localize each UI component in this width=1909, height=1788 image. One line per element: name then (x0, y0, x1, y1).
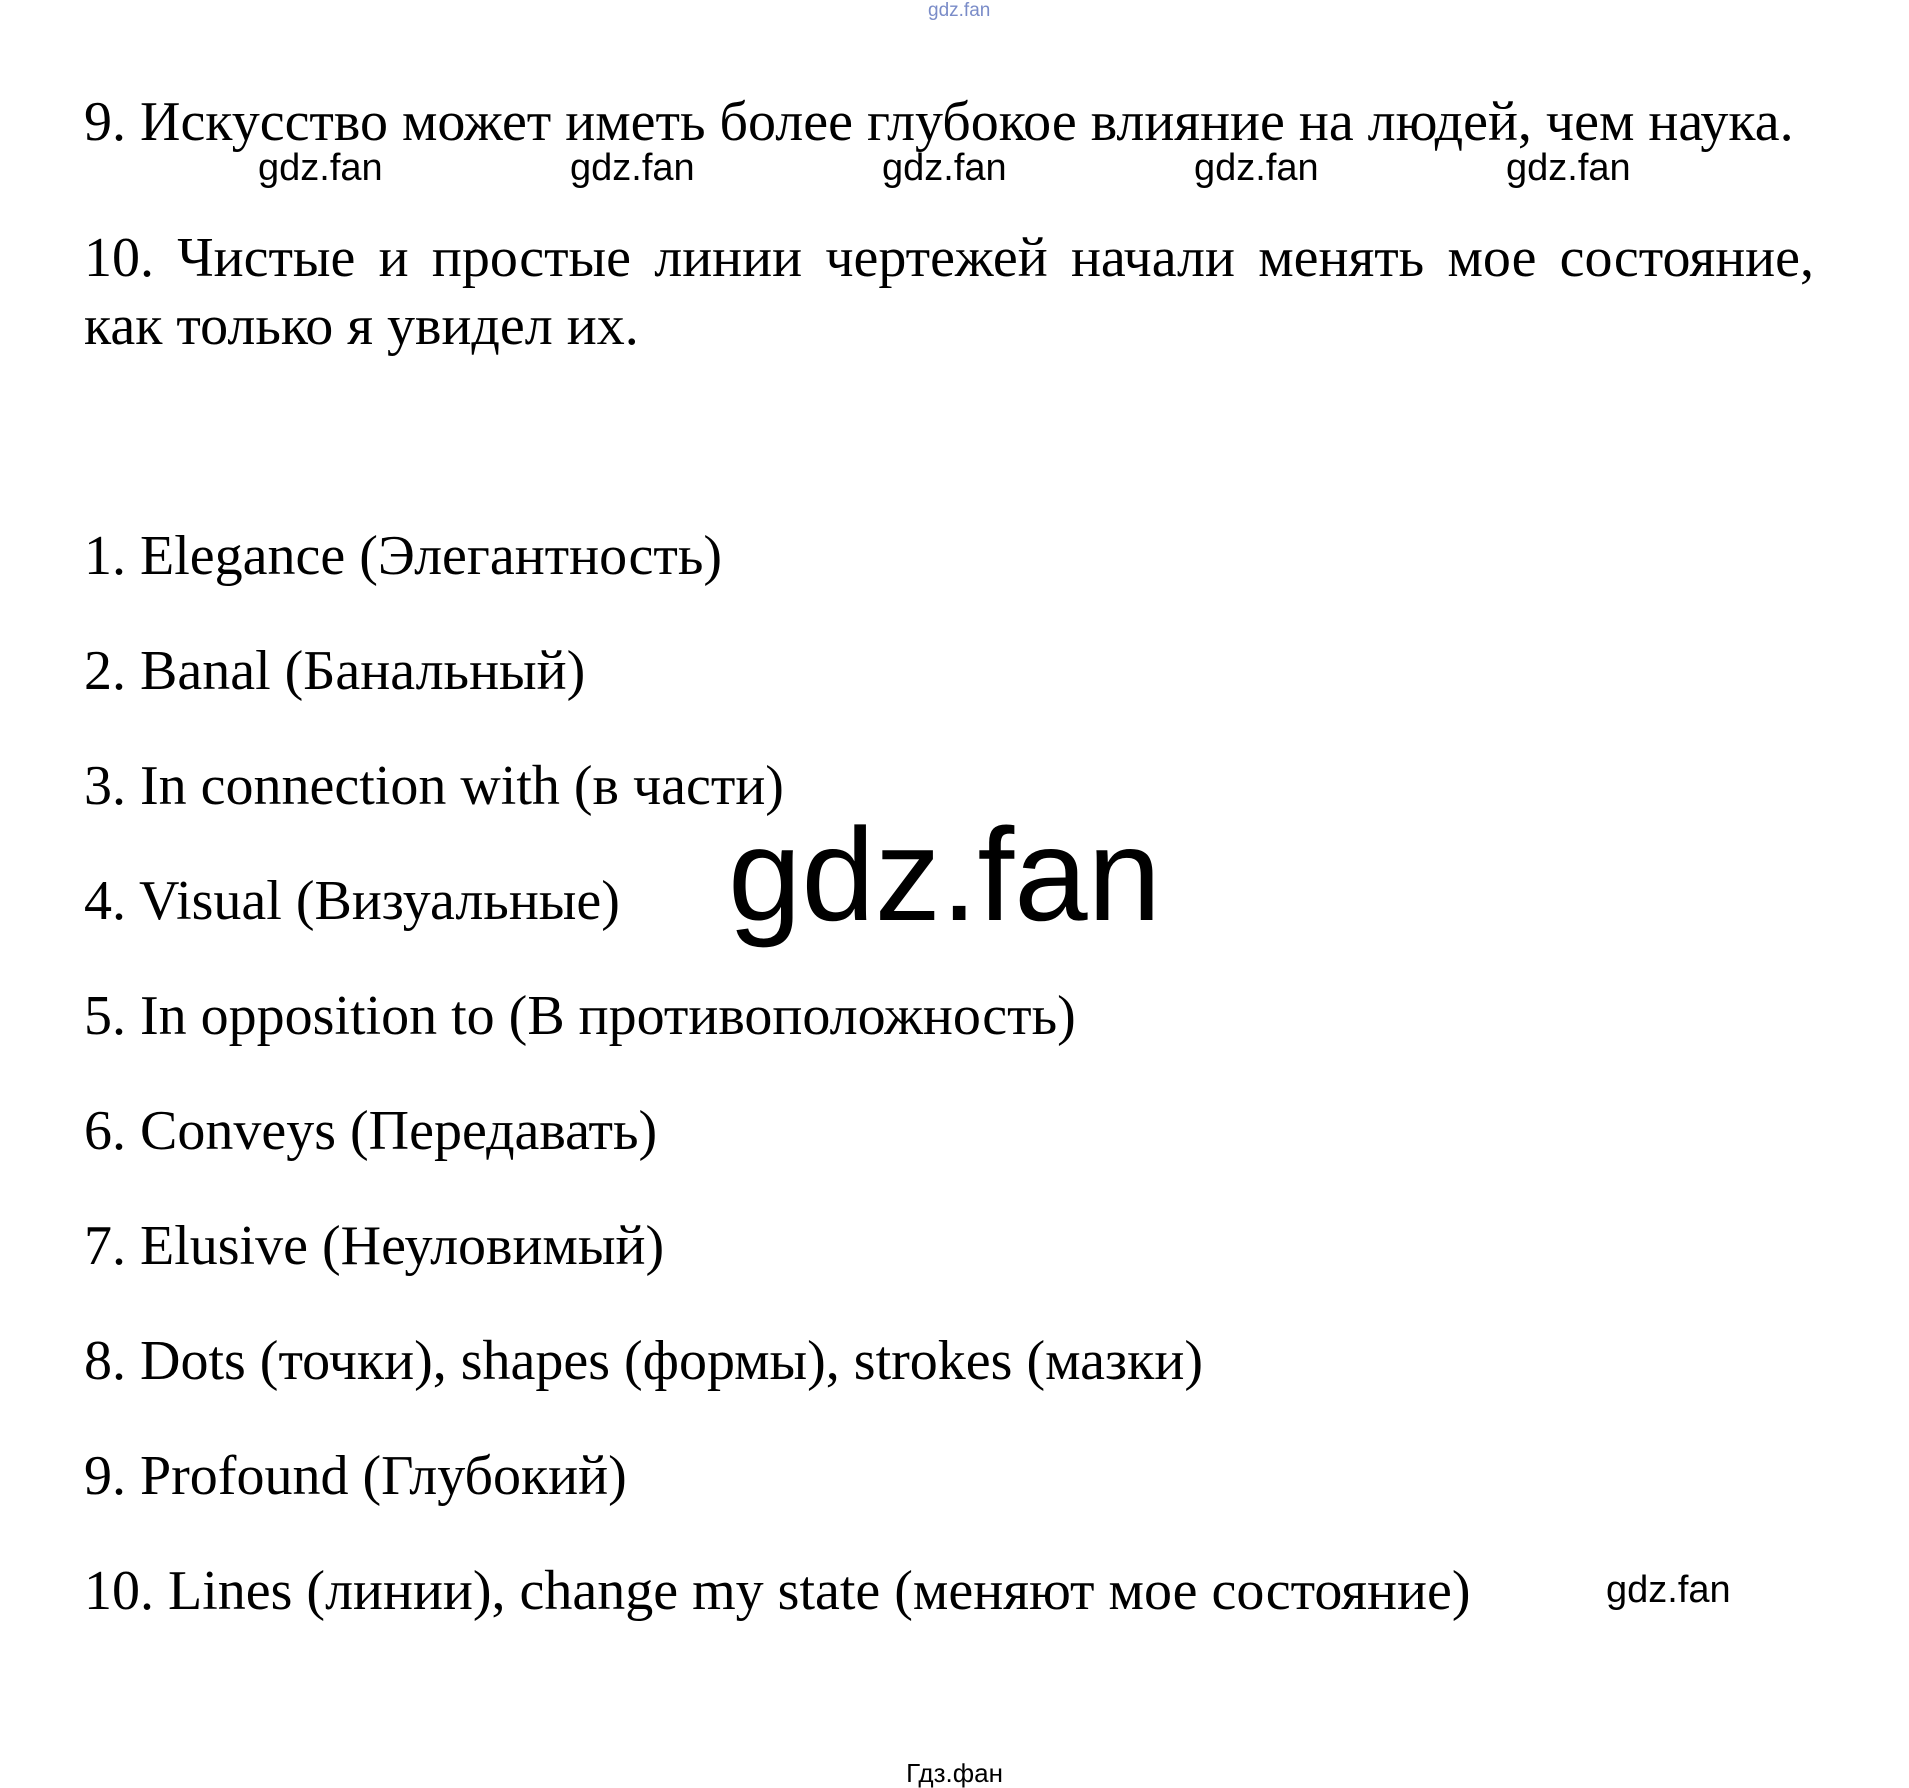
answer-item-1: 1. Elegance (Элегантность) (84, 525, 723, 587)
watermark-after-last-answer: gdz.fan (1606, 1569, 1731, 1611)
answer-item-3: 3. In connection with (в части) (84, 755, 784, 817)
watermark-2: gdz.fan (570, 147, 695, 189)
footer-watermark: Гдз.фан (906, 1758, 1003, 1788)
sentence-9: 9. Искусство может иметь более глубокое влияние на людей, чем наука. (84, 91, 1794, 153)
answer-item-6: 6. Conveys (Передавать) (84, 1100, 658, 1162)
watermark-5: gdz.fan (1506, 147, 1631, 189)
sentence-10: 10. Чистые и простые линии чертежей начали менять мое состояние, как только я увидел их. (84, 227, 1814, 357)
large-watermark: gdz.fan (728, 801, 1161, 948)
answer-item-8: 8. Dots (точки), shapes (формы), strokes (мазки) (84, 1330, 1203, 1392)
answer-item-2: 2. Banal (Банальный) (84, 640, 586, 702)
answer-item-4: 4. Visual (Визуальные) (84, 870, 620, 932)
watermark-1: gdz.fan (258, 147, 383, 189)
answer-item-10: 10. Lines (линии), change my state (меняют мое состояние) (84, 1560, 1471, 1622)
answer-item-7: 7. Elusive (Неуловимый) (84, 1215, 665, 1277)
top-watermark: gdz.fan (928, 0, 991, 21)
watermark-3: gdz.fan (882, 147, 1007, 189)
answer-item-9: 9. Profound (Глубокий) (84, 1445, 627, 1507)
watermark-4: gdz.fan (1194, 147, 1319, 189)
answer-item-5: 5. In opposition to (В противоположность) (84, 985, 1076, 1047)
